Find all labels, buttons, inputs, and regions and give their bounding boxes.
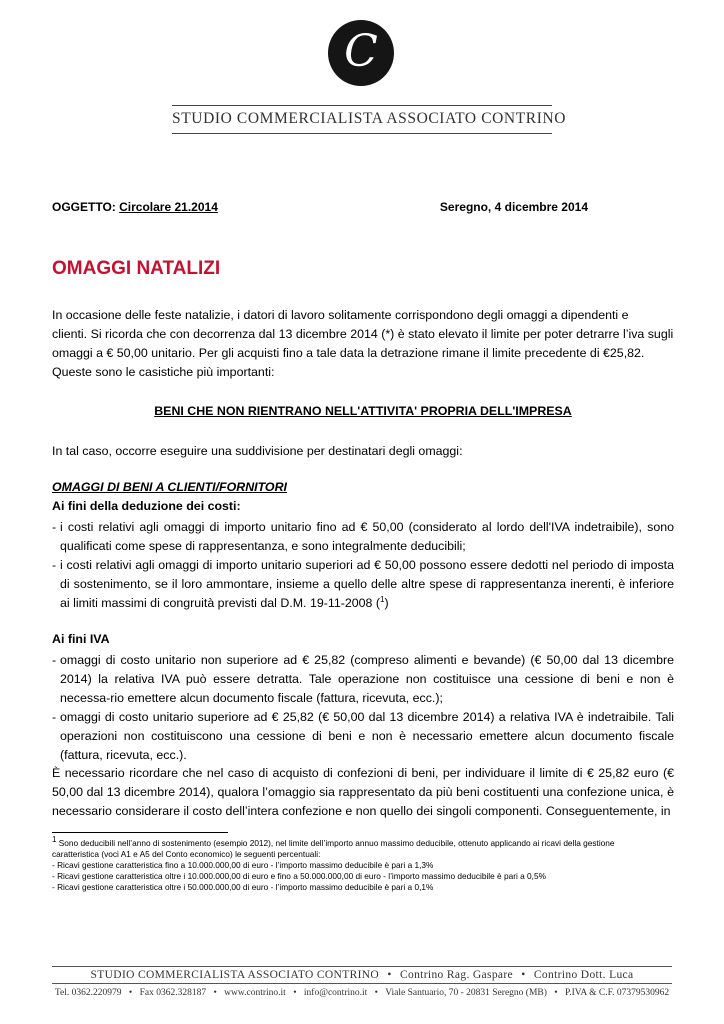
list-item-text: i costi relativi agli omaggi di importo unitario fino ad € 50,00 (considerato al lordo dell'IVA indetraibile), sono qualificati come spese di rappresentanza, e sono integralmente deducibili; xyxy=(60,520,674,553)
studio-logo xyxy=(328,20,394,86)
footnote-ref[interactable]: 1 xyxy=(379,594,385,604)
iva-label: Ai fini IVA xyxy=(52,632,110,646)
footer-tel: Tel. 0362.220979 xyxy=(54,988,122,998)
subdivide-paragraph xyxy=(52,442,674,461)
footer-email-link[interactable]: info@contrino.it xyxy=(303,988,368,998)
footnote-line: - Ricavi gestione caratteristica oltre i 10.000.000,00 di euro e fino a 50.000.000,00 di euro - l’importo massimo deducibile è pari a 0,5% xyxy=(52,871,546,881)
footer-separator: • xyxy=(521,969,526,981)
subdivide-text: In tal caso, occorre eseguire una suddivisione per destinatari degli omaggi: xyxy=(52,444,463,458)
logo-monogram: C xyxy=(344,26,378,77)
footer-partner: Contrino Rag. Gaspare xyxy=(399,969,514,981)
page-title: OMAGGI NATALIZI xyxy=(52,258,221,279)
iva-list xyxy=(52,651,674,765)
subject-reference: Circolare 21.2014 xyxy=(119,200,218,214)
list-item: - omaggi di costo unitario non superiore ad € 25,82 (compreso alimenti e bevande) (€ 50,00 dal 13 dicembre 2014) la relativa IVA può essere detratta. Tale operazione non costituisce una cessione di beni e non è necessa-rio emettere alcun documento fiscale (fattura, ricevuta, ecc.); xyxy=(52,653,674,705)
footer-contact-line: Tel. 0362.220979 • Fax 0362.328187 • www.contrino.it • info@contrino.it • Viale Santuario, 70 - 20831 Seregno (MB) • P.IVA & C.F. 07379530962 xyxy=(54,988,670,998)
footnote-separator xyxy=(52,832,228,833)
footer-studio-name: STUDIO COMMERCIALISTA ASSOCIATO CONTRINO xyxy=(90,969,380,981)
list-item-text: omaggi di costo unitario non superiore ad € 25,82 (compreso alimenti e bevande) (€ 50,00 dal 13 dicembre 2014) la relativa IVA può essere detratta. Tale operazione non costituisce una cessione di beni e non è necessa-rio emettere alcun documento fiscale (fattura, ricevuta, ecc.); xyxy=(60,653,674,705)
footnote xyxy=(52,835,674,893)
intro-line: omaggi a € 50,00 unitario. Per gli acquisti fino a tale data la detrazione rimane il limite precedente di €25,82. xyxy=(52,346,645,360)
subject-label: OGGETTO: xyxy=(52,200,116,214)
intro-line: clienti. Si ricorda che con decorrenza dal 13 dicembre 2014 (*) è stato elevato il limite per poter detrarre l’iva sugli xyxy=(52,327,674,341)
list-item: - i costi relativi agli omaggi di importo unitario fino ad € 50,00 (considerato al lordo dell'IVA indetraibile), sono qualificati come spese di rappresentanza, e sono integralmente deducibili; xyxy=(52,520,674,553)
section-heading: BENI CHE NON RIENTRANO NELL'ATTIVITA' PROPRIA DELL'IMPRESA xyxy=(154,404,572,418)
list-item-text: i costi relativi agli omaggi di importo unitario superiori ad € 50,00 possono essere dedotti nel periodo di imposta di sostenimento, se il loro ammontare, insieme a quello delle altre spese di rappresentanza inerenti, è inferiore ai limiti massimi di congruità previsti dal D.M. 19-11-2008 ( xyxy=(60,558,674,610)
header-rule-top xyxy=(172,105,552,106)
intro-line: Queste sono le casistiche più importanti: xyxy=(52,365,275,379)
list-item-text: omaggi di costo unitario superiore ad € 25,82 (€ 50,00 dal 13 dicembre 2014) a relativa IVA è indetraibile. Tali operazioni non costituiscono una cessione di beni e non è necessario emettere alcun documento fiscale (fattura, ricevuta, ecc.). xyxy=(60,710,674,762)
document-date: Seregno, 4 dicembre 2014 xyxy=(439,200,588,214)
footnote-line: $^1$ Sono deducibili nell’anno di sostenimento (esempio 2012), nel limite dell’importo annuo massimo deducibile, ottenuto applicando ai ricavi della gestione xyxy=(52,835,615,848)
footer-studio-line xyxy=(52,969,672,981)
header-rule-bottom xyxy=(172,133,552,134)
list-item: - i costi relativi agli omaggi di importo unitario superiori ad € 50,00 possono essere dedotti nel periodo di imposta di sostenimento, se il loro ammontare, insieme a quello delle altre spese di rappresentanza inerenti, è inferiore ai limiti massimi di congruità previsti dal D.M. 19-11-2008 ($^1$) xyxy=(52,558,674,610)
subject-line xyxy=(52,200,588,214)
footer-rule-bottom xyxy=(52,983,672,984)
footnote-mark: 1 xyxy=(52,835,57,845)
footer-rule-top xyxy=(52,966,672,967)
footer-piva: P.IVA & C.F. 07379530962 xyxy=(564,988,670,998)
omaggi-clienti-heading: OMAGGI DI BENI A CLIENTI/FORNITORI xyxy=(52,480,287,494)
closing-paragraph xyxy=(52,764,674,821)
footnote-line: - Ricavi gestione caratteristica fino a 10.000.000,00 di euro - l’importo massimo deducibile è pari a 1,3% xyxy=(52,860,434,870)
footer-fax: Fax 0362.328187 xyxy=(139,988,207,998)
intro-paragraph xyxy=(52,306,674,382)
intro-line: In occasione delle feste natalizie, i datori di lavoro solitamente corrispondono degli omaggi a dipendenti e xyxy=(52,308,629,322)
list-item-text-end: ) xyxy=(384,596,389,610)
footer-address: Viale Santuario, 70 - 20831 Seregno (MB) xyxy=(385,988,547,998)
footnote-line: caratteristica (voci A1 e A5 del Conto economico) le seguenti percentuali: xyxy=(52,849,321,859)
footer-separator: • xyxy=(387,969,392,981)
studio-name: STUDIO COMMERCIALISTA ASSOCIATO CONTRINO xyxy=(172,110,567,127)
footnote-line: - Ricavi gestione caratteristica oltre i 50.000.000,00 di euro - l’importo massimo deducibile è pari a 0,1% xyxy=(52,882,434,892)
deduzione-list xyxy=(52,518,674,613)
deduzione-label: Ai fini della deduzione dei costi: xyxy=(52,499,241,513)
closing-text: È necessario ricordare che nel caso di acquisto di confezioni di beni, per individuare il limite di € 25,82 euro (€ 50,00 dal 13 dicembre 2014), qualora l’omaggio sia rappresentato da più beni costituenti una confezione unica, è necessario considerare il costo dell’intera confezione e non quello dei singoli componenti. Conseguentemente, in xyxy=(52,766,674,818)
footer-web-link[interactable]: www.contrino.it xyxy=(224,988,286,998)
footer-partner: Contrino Dott. Luca xyxy=(533,969,634,981)
list-item: - omaggi di costo unitario superiore ad € 25,82 (€ 50,00 dal 13 dicembre 2014) a relativa IVA è indetraibile. Tali operazioni non costituiscono una cessione di beni e non è necessario emettere alcun documento fiscale (fattura, ricevuta, ecc.). xyxy=(52,710,674,762)
